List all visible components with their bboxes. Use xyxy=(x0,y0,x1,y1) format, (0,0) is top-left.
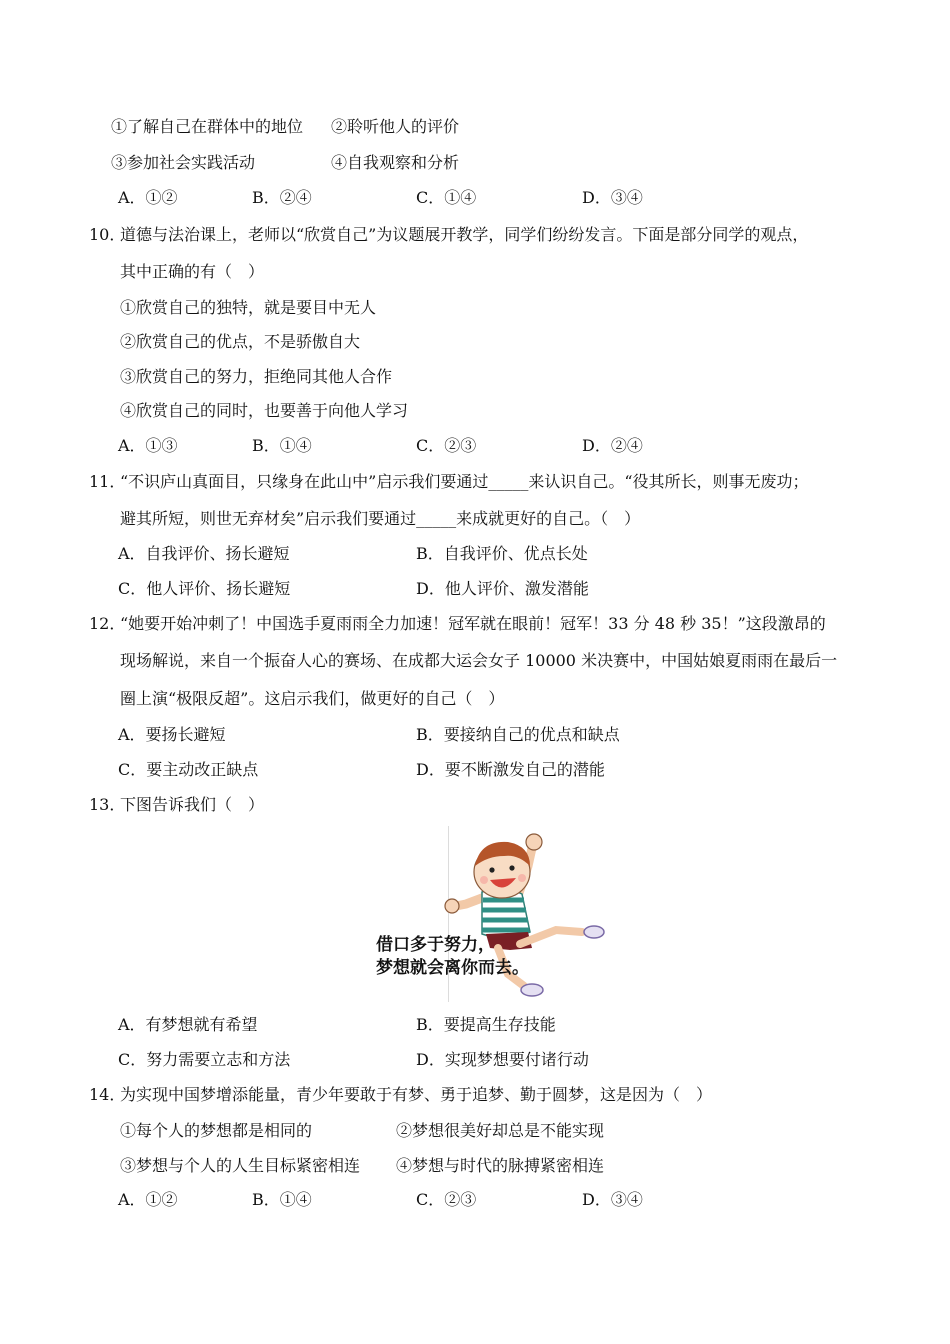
cartoon-figure xyxy=(370,826,630,1002)
q13-option-c: C．努力需要立志和方法 xyxy=(118,1050,291,1069)
q11-option-c: C．他人评价、扬长避短 xyxy=(118,579,291,598)
q13-option-a: A．有梦想就有希望 xyxy=(118,1015,258,1034)
q11-stem-line-2: 避其所短，则世无弃材矣”启示我们要通过_____来成就更好的自己。（ ） xyxy=(120,509,641,528)
q10-option-d: D．②④ xyxy=(582,436,643,455)
q10-option-c: C．②③ xyxy=(416,436,477,455)
q14-number: 14． xyxy=(89,1085,126,1104)
q9-option-c: C．①④ xyxy=(416,188,477,207)
q12-option-a: A．要扬长避短 xyxy=(118,725,226,744)
q10-option-b: B．①④ xyxy=(252,436,312,455)
q11-option-b: B．自我评价、优点长处 xyxy=(416,544,588,563)
q14-option-a: A．①② xyxy=(118,1190,178,1209)
q9-item-1: ①了解自己在群体中的地位 xyxy=(111,117,304,136)
q12-option-c: C．要主动改正缺点 xyxy=(118,760,259,779)
q14-option-b: B．①④ xyxy=(252,1190,312,1209)
q11-option-a: A．自我评价、扬长避短 xyxy=(118,544,290,563)
q9-item-2: ②聆听他人的评价 xyxy=(331,117,460,136)
q14-option-c: C．②③ xyxy=(416,1190,477,1209)
q12-stem-line-1: “她要开始冲刺了！中国选手夏雨雨全力加速！冠军就在眼前！冠军！33 分 48 秒 35！”这段激昂的 xyxy=(120,614,826,633)
q14-item-4: ④梦想与时代的脉搏紧密相连 xyxy=(396,1156,605,1175)
q9-option-a: A．①② xyxy=(118,188,178,207)
q14-item-1: ①每个人的梦想都是相同的 xyxy=(120,1121,313,1140)
q10-item-3: ③欣赏自己的努力，拒绝同其他人合作 xyxy=(120,367,393,386)
q9-option-d: D．③④ xyxy=(582,188,643,207)
q13-stem: 下图告诉我们（ ） xyxy=(120,795,265,814)
q10-item-2: ②欣赏自己的优点，不是骄傲自大 xyxy=(120,332,361,351)
q12-option-b: B．要接纳自己的优点和缺点 xyxy=(416,725,620,744)
q11-number: 11． xyxy=(89,472,126,491)
figure-caption-line-2: 梦想就会离你而去。 xyxy=(376,958,529,978)
q12-option-d: D．要不断激发自己的潜能 xyxy=(416,760,605,779)
q14-item-2: ②梦想很美好却总是不能实现 xyxy=(396,1121,605,1140)
q12-stem-line-2: 现场解说，来自一个振奋人心的赛场、在成都大运会女子 10000 米决赛中，中国姑娘夏雨雨在最后一 xyxy=(120,651,838,670)
q12-stem-line-3: 圈上演“极限反超”。这启示我们，做更好的自己（ ） xyxy=(120,689,505,708)
q11-option-d: D．他人评价、激发潜能 xyxy=(416,579,589,598)
q14-option-d: D．③④ xyxy=(582,1190,643,1209)
q14-stem: 为实现中国梦增添能量，青少年要敢于有梦、勇于追梦、勤于圆梦，这是因为（ ） xyxy=(120,1085,713,1104)
q10-item-4: ④欣赏自己的同时，也要善于向他人学习 xyxy=(120,401,409,420)
q12-number: 12． xyxy=(89,614,126,633)
q10-stem-line-2: 其中正确的有（ ） xyxy=(120,262,265,281)
q10-number: 10． xyxy=(89,225,126,244)
figure-caption-line-1: 借口多于努力， xyxy=(376,935,495,955)
q13-number: 13． xyxy=(89,795,126,814)
q11-stem-line-1: “不识庐山真面目，只缘身在此山中”启示我们要通过_____来认识自己。“役其所长，则事无废功； xyxy=(120,472,809,491)
q14-item-3: ③梦想与个人的人生目标紧密相连 xyxy=(120,1156,361,1175)
q10-item-1: ①欣赏自己的独特，就是要目中无人 xyxy=(120,298,377,317)
q9-item-3: ③参加社会实践活动 xyxy=(111,153,256,172)
q13-option-b: B．要提高生存技能 xyxy=(416,1015,556,1034)
q9-item-4: ④自我观察和分析 xyxy=(331,153,460,172)
q10-stem-line-1: 道德与法治课上，老师以“欣赏自己”为议题展开教学，同学们纷纷发言。下面是部分同学的观点， xyxy=(120,225,809,244)
q13-option-d: D．实现梦想要付诸行动 xyxy=(416,1050,589,1069)
q9-option-b: B．②④ xyxy=(252,188,312,207)
q10-option-a: A．①③ xyxy=(118,436,178,455)
